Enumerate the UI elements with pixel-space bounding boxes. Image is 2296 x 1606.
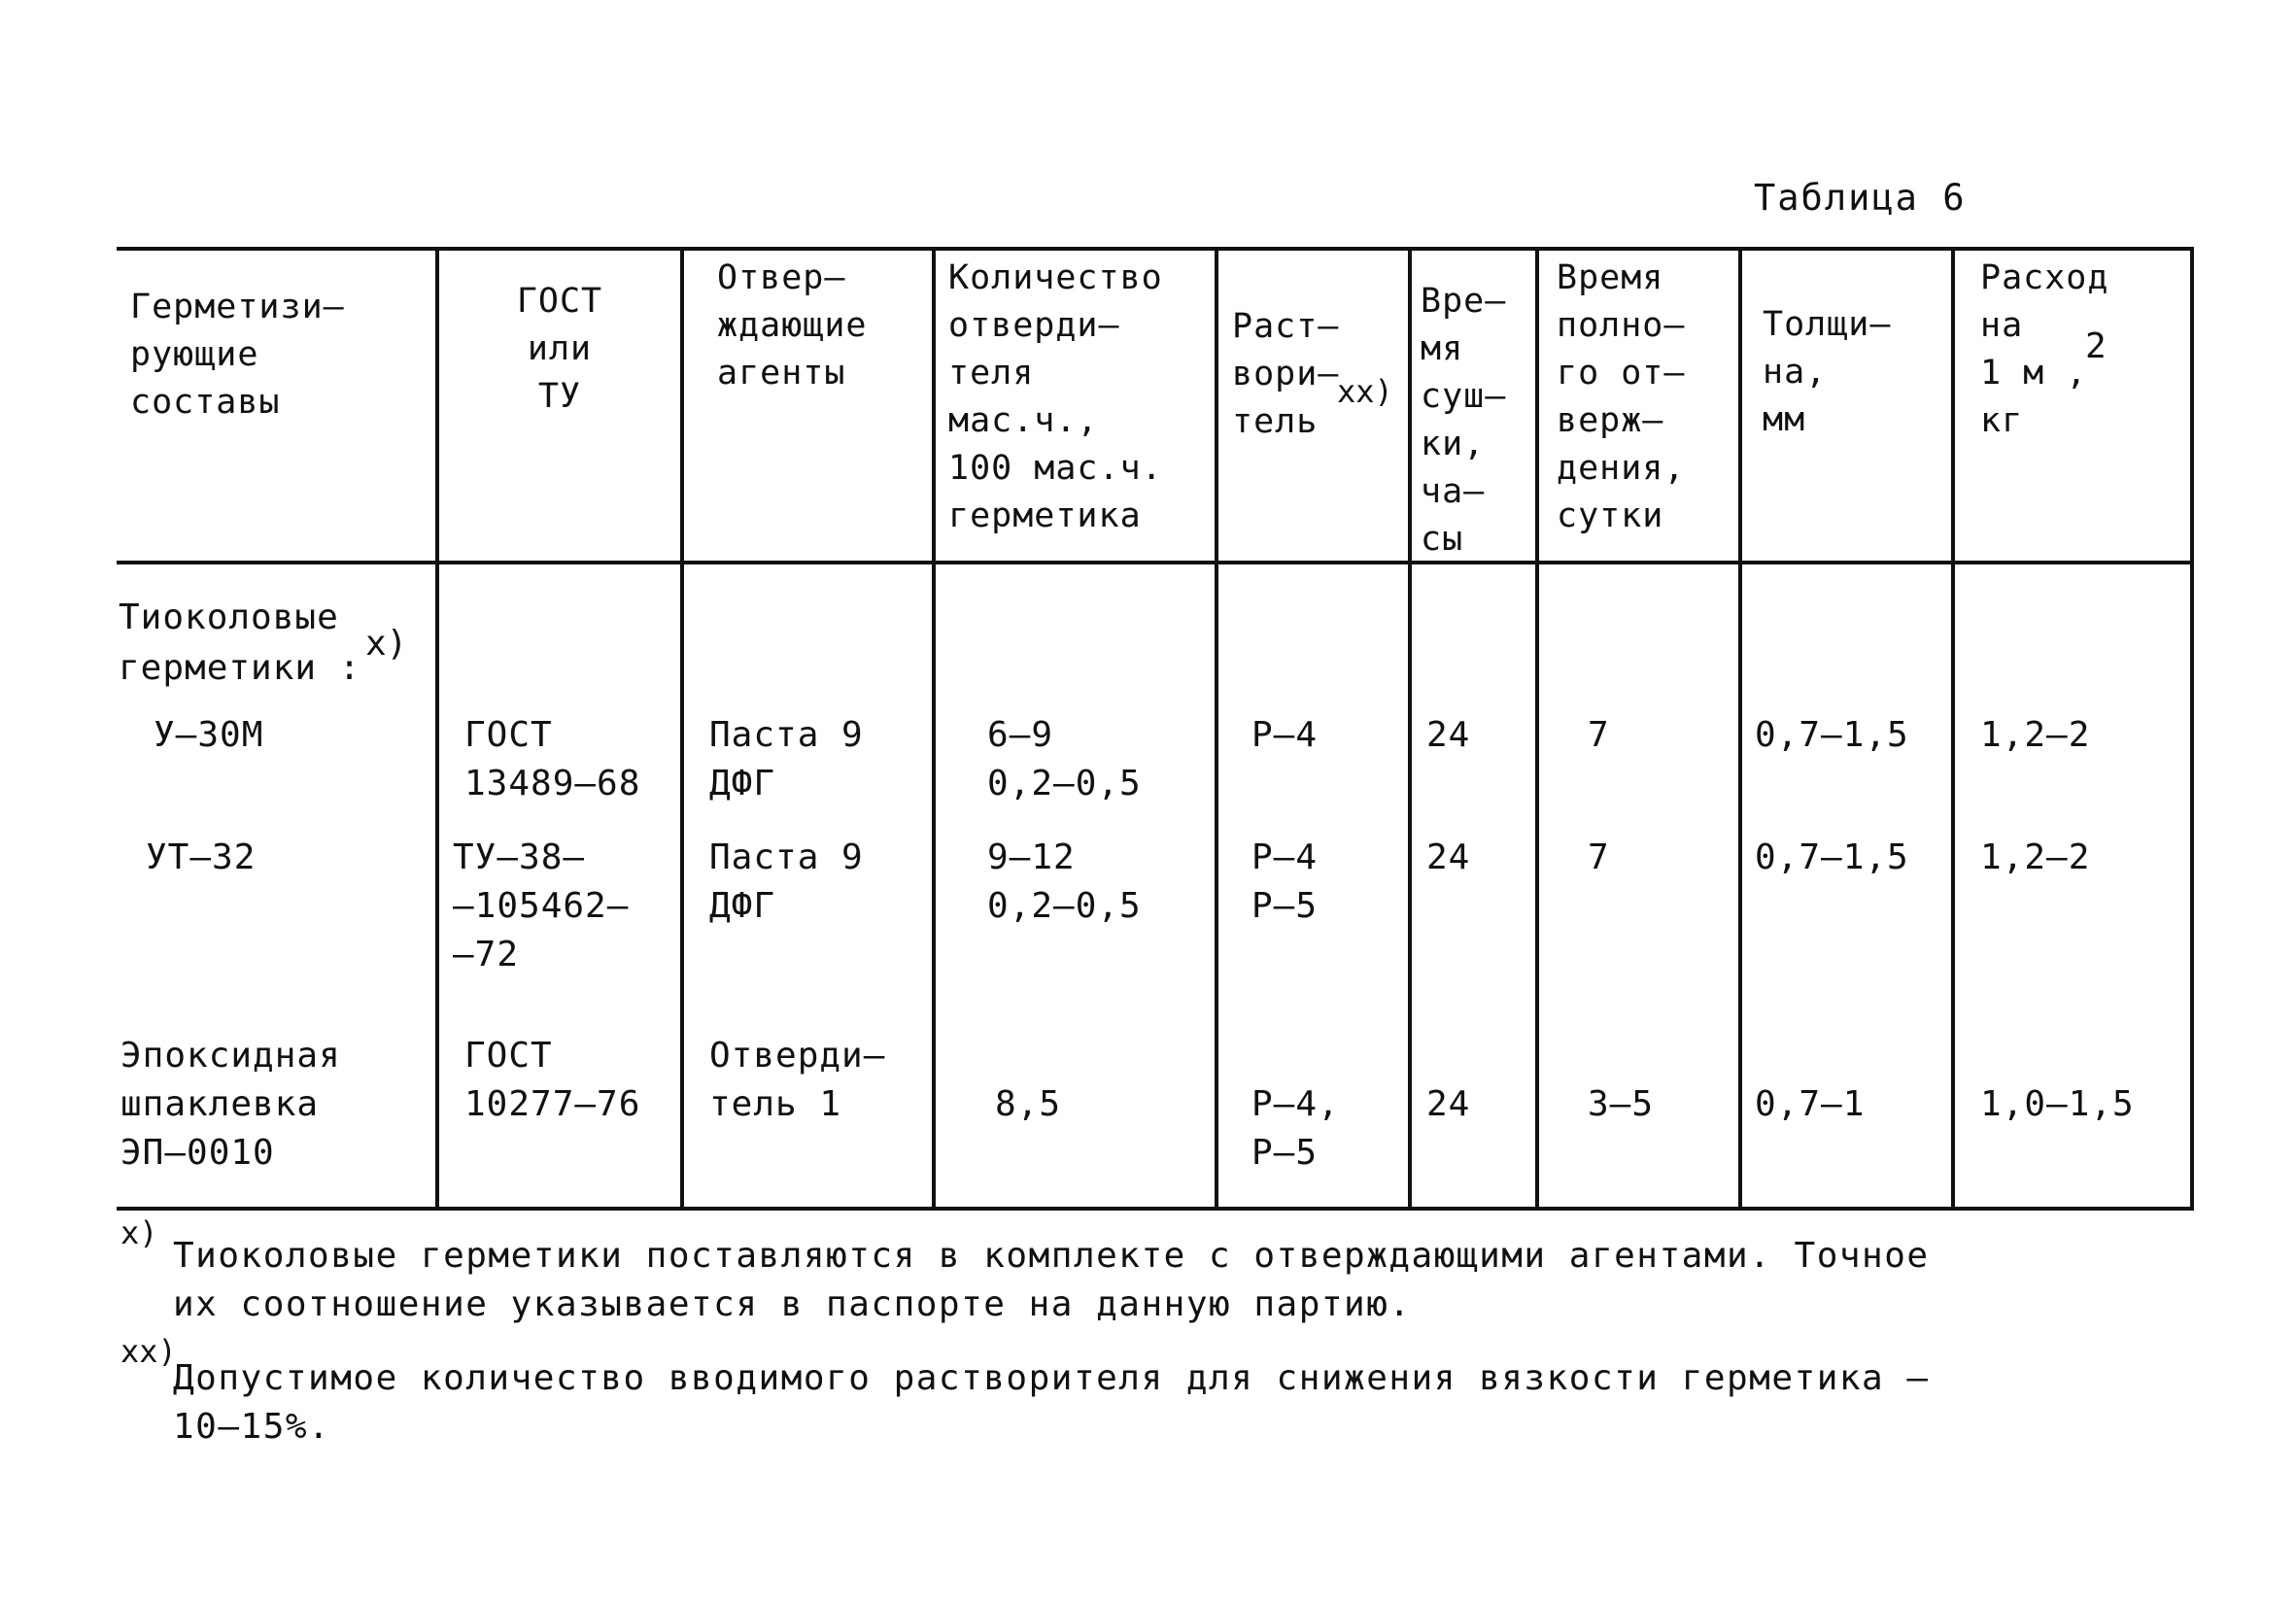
row-solvent: Р–4 <box>1251 715 1319 755</box>
group-label-thiokol: Тиоколовые герметики : <box>119 598 361 688</box>
header-drying-time: Вре– мя суш– ки, ча– сы <box>1421 282 1507 559</box>
row-solvent: Р–4, Р–5 <box>1251 1084 1340 1173</box>
row-solvent: Р–4 Р–5 <box>1251 837 1319 926</box>
row-thickness: 0,7–1,5 <box>1755 715 1909 755</box>
row-name: УТ–32 <box>146 837 257 877</box>
row-standard: ГОСТ 10277–76 <box>464 1036 641 1124</box>
header-area-exponent: 2 <box>2085 326 2107 366</box>
header-divider <box>117 561 2194 564</box>
row-consumption: 1,2–2 <box>1980 715 2091 755</box>
row-full-cure-time: 7 <box>1588 715 1610 755</box>
footnote-text: Допустимое количество вводимого растворителя для снижения вязкости герметика – 10–15%. <box>173 1358 1930 1447</box>
row-name: У–30М <box>154 715 264 755</box>
row-consumption: 1,0–1,5 <box>1980 1084 2135 1124</box>
column-divider <box>1408 249 1412 1209</box>
row-hardener-amount: 6–9 0,2–0,5 <box>987 715 1142 803</box>
group-footnote-mark: x) <box>365 624 408 664</box>
row-curing-agent: Паста 9 ДФГ <box>709 715 864 803</box>
footnote-text: Тиоколовые герметики поставляются в комплекте с отверждающими агентами. Точное их соотношение указывается в паспорте на данную партию. <box>173 1236 1930 1324</box>
footnote-marker: x) <box>120 1214 158 1251</box>
header-solvent-note-mark: xx) <box>1337 373 1393 410</box>
row-thickness: 0,7–1,5 <box>1755 837 1909 877</box>
header-standard: ГОСТ или ТУ <box>516 282 603 416</box>
column-divider <box>1215 249 1218 1209</box>
row-hardener-amount: 8,5 <box>995 1084 1062 1124</box>
header-solvent: Раст– вори– тель <box>1232 307 1340 441</box>
row-drying-time: 24 <box>1426 1084 1471 1124</box>
row-hardener-amount: 9–12 0,2–0,5 <box>987 837 1142 926</box>
table-caption: Таблица 6 <box>1754 177 1967 219</box>
row-drying-time: 24 <box>1426 715 1471 755</box>
header-consumption: Расход на 1 м , кг <box>1980 258 2109 440</box>
row-standard: ГОСТ 13489–68 <box>464 715 641 803</box>
footnote-marker: xx) <box>120 1333 177 1370</box>
column-divider <box>680 249 684 1209</box>
header-curing-agents: Отвер– ждающие агенты <box>717 258 868 393</box>
row-drying-time: 24 <box>1426 837 1471 877</box>
column-divider <box>1738 249 1742 1209</box>
row-standard: ТУ–38– –105462– –72 <box>453 837 630 974</box>
column-divider <box>932 249 936 1209</box>
row-name: Эпоксидная шпаклевка ЭП–0010 <box>120 1036 341 1173</box>
column-divider <box>1535 249 1539 1209</box>
header-hardener-amount: Количество отверди– теля мас.ч., 100 мас.ч. герметика <box>948 258 1163 535</box>
row-full-cure-time: 7 <box>1588 837 1610 877</box>
row-curing-agent: Отверди– тель 1 <box>709 1036 886 1124</box>
row-consumption: 1,2–2 <box>1980 837 2091 877</box>
header-thickness: Толщи– на, мм <box>1763 305 1892 439</box>
row-curing-agent: Паста 9 ДФГ <box>709 837 864 926</box>
header-compositions: Герметизи– рующие составы <box>130 288 345 422</box>
column-divider <box>1951 249 1955 1209</box>
header-full-cure-time: Время полно– го от– верж– дения, сутки <box>1557 258 1686 535</box>
row-thickness: 0,7–1 <box>1755 1084 1866 1124</box>
row-full-cure-time: 3–5 <box>1588 1084 1655 1124</box>
